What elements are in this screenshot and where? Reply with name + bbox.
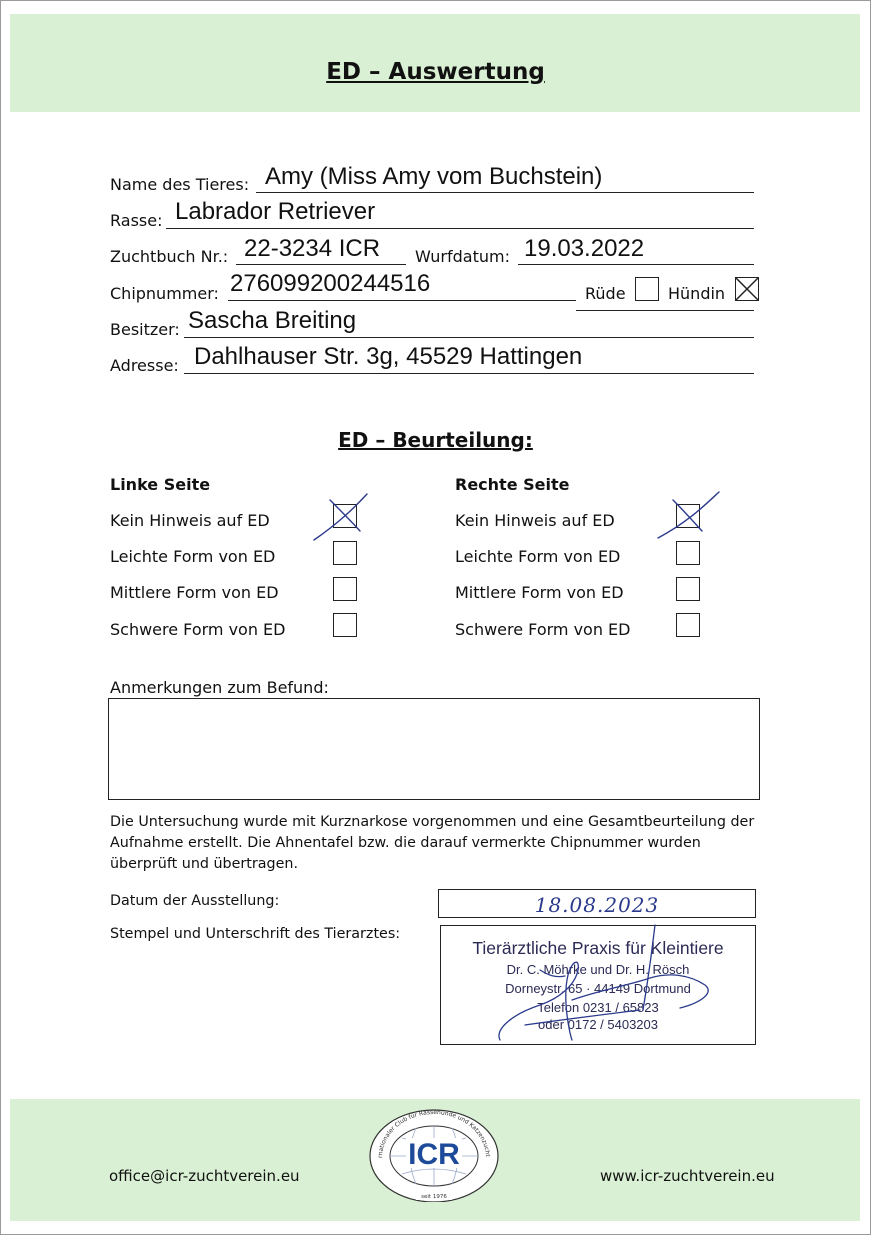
remarks-label: Anmerkungen zum Befund: xyxy=(110,678,329,697)
address-value: Dahlhauser Str. 3g, 45529 Hattingen xyxy=(194,343,583,370)
right-no-ed-checkbox[interactable] xyxy=(676,504,700,528)
left-severe-ed-checkbox[interactable] xyxy=(333,613,357,637)
owner-label: Besitzer: xyxy=(110,320,180,339)
breed-value: Labrador Retriever xyxy=(175,198,376,225)
left-option-label: Schwere Form von ED xyxy=(110,620,286,639)
chip-label: Chipnummer: xyxy=(110,284,219,303)
right-option-label: Mittlere Form von ED xyxy=(455,583,624,602)
issue-date-label: Datum der Ausstellung: xyxy=(110,893,280,909)
name-value: Amy (Miss Amy vom Buchstein) xyxy=(265,163,603,190)
statement-paragraph xyxy=(110,812,770,875)
footer-website[interactable]: www.icr-zuchtverein.eu xyxy=(600,1167,775,1185)
stamp-line-2: Dr. C. Möhrke und Dr. H. Rösch xyxy=(506,962,690,977)
right-option-label: Leichte Form von ED xyxy=(455,547,621,566)
left-mild-ed-checkbox[interactable] xyxy=(333,541,357,565)
icr-logo-icon xyxy=(364,1102,504,1202)
statement-line: überprüft und übertragen. xyxy=(110,856,299,872)
chip-value: 276099200244516 xyxy=(230,270,431,297)
left-option-label: Leichte Form von ED xyxy=(110,547,276,566)
litter-date-value: 19.03.2022 xyxy=(524,235,645,262)
stamp-signature-label: Stempel und Unterschrift des Tierarztes: xyxy=(110,926,401,942)
logo-ring-text: rnationaler Club für Rassehunde und Katzenzucht xyxy=(376,1108,491,1159)
stamp-line-1: Tierärztliche Praxis für Kleintiere xyxy=(472,938,724,958)
name-line xyxy=(256,192,754,193)
left-no-ed-checkbox[interactable] xyxy=(333,504,357,528)
male-checkbox[interactable] xyxy=(635,277,659,301)
right-option-label: Schwere Form von ED xyxy=(455,620,631,639)
left-option-label: Mittlere Form von ED xyxy=(110,583,279,602)
name-label: Name des Tieres: xyxy=(110,175,250,194)
studbook-label: Zuchtbuch Nr.: xyxy=(110,247,229,266)
male-label: Rüde xyxy=(585,284,626,303)
remarks-box[interactable] xyxy=(108,698,760,800)
right-severe-ed-checkbox[interactable] xyxy=(676,613,700,637)
stamp-line-3: Dorneystr. 65 · 44149 Dortmund xyxy=(505,981,691,996)
owner-line xyxy=(184,337,754,338)
statement-line: Die Untersuchung wurde mit Kurznarkose vorgenommen und eine Gesamtbeurteilung der xyxy=(110,814,755,830)
right-mild-ed-checkbox[interactable] xyxy=(676,541,700,565)
right-option-label: Kein Hinweis auf ED xyxy=(455,511,615,530)
statement-line: Aufnahme erstellt. Die Ahnentafel bzw. die darauf vermerkte Chipnummer wurden xyxy=(110,835,701,851)
female-checkbox[interactable] xyxy=(735,277,759,301)
litter-date-line xyxy=(518,264,754,265)
stamp-line-4: Telefon 0231 / 65823 xyxy=(537,1000,659,1015)
studbook-line xyxy=(236,264,406,265)
litter-date-label: Wurfdatum: xyxy=(415,247,510,266)
right-moderate-ed-checkbox[interactable] xyxy=(676,577,700,601)
breed-line xyxy=(166,228,754,229)
studbook-value: 22-3234 ICR xyxy=(244,235,381,262)
breed-label: Rasse: xyxy=(110,211,163,230)
left-option-label: Kein Hinweis auf ED xyxy=(110,511,270,530)
footer-email[interactable]: office@icr-zuchtverein.eu xyxy=(109,1167,300,1185)
left-side-heading: Linke Seite xyxy=(110,475,211,494)
remarks-value xyxy=(109,699,759,715)
chip-line xyxy=(228,300,576,301)
issue-date-value: 18.08.2023 xyxy=(534,893,660,917)
owner-value: Sascha Breiting xyxy=(188,307,357,334)
assessment-title: ED – Beurteilung: xyxy=(338,428,533,452)
logo-text: ICR xyxy=(408,1138,460,1171)
female-label: Hündin xyxy=(668,284,726,303)
address-line xyxy=(184,373,754,374)
document-title: ED – Auswertung xyxy=(326,59,545,85)
logo-since: seit 1976 xyxy=(421,1194,447,1200)
stamp-line-5: oder 0172 / 5403203 xyxy=(538,1017,658,1032)
sex-line xyxy=(576,310,754,311)
right-side-heading: Rechte Seite xyxy=(455,475,570,494)
address-label: Adresse: xyxy=(110,356,179,375)
left-moderate-ed-checkbox[interactable] xyxy=(333,577,357,601)
cross-mark-icon xyxy=(735,277,759,301)
